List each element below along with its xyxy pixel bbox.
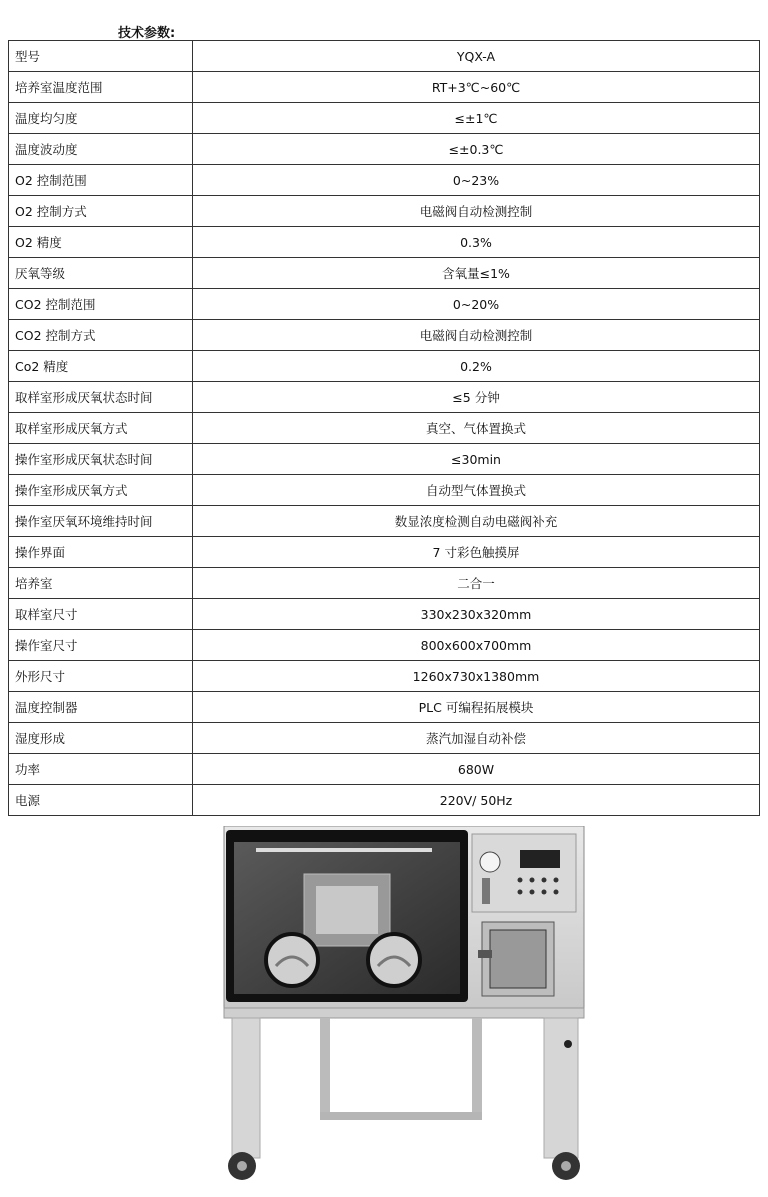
spec-label: 取样室形成厌氧方式: [9, 413, 193, 444]
spec-label: CO2 控制方式: [9, 320, 193, 351]
spec-row: [9, 599, 760, 630]
spec-value: ≤±1℃: [193, 103, 760, 134]
spec-value: 蒸汽加湿自动补偿: [193, 723, 760, 754]
spec-label: 温度波动度: [9, 134, 193, 165]
spec-row: [9, 537, 760, 568]
spec-value: 0~20%: [193, 289, 760, 320]
spec-row: [9, 568, 760, 599]
spec-row: [9, 258, 760, 289]
spec-row: [9, 351, 760, 382]
spec-row: [9, 382, 760, 413]
spec-label: O2 控制方式: [9, 196, 193, 227]
spec-row: [9, 289, 760, 320]
spec-label: 电源: [9, 785, 193, 816]
spec-row: [9, 692, 760, 723]
spec-row: [9, 785, 760, 816]
spec-row: [9, 661, 760, 692]
spec-label: O2 精度: [9, 227, 193, 258]
spec-label: O2 控制范围: [9, 165, 193, 196]
spec-row: [9, 475, 760, 506]
spec-value: 真空、气体置换式: [193, 413, 760, 444]
spec-label: 操作室尺寸: [9, 630, 193, 661]
spec-label: 培养室: [9, 568, 193, 599]
spec-label: 外形尺寸: [9, 661, 193, 692]
spec-row: [9, 196, 760, 227]
spec-value: PLC 可编程拓展模块: [193, 692, 760, 723]
spec-row: [9, 41, 760, 72]
spec-label: 厌氧等级: [9, 258, 193, 289]
spec-label: 操作界面: [9, 537, 193, 568]
spec-label: 操作室厌氧环境维持时间: [9, 506, 193, 537]
spec-label: 型号: [9, 41, 193, 72]
spec-value: 800x600x700mm: [193, 630, 760, 661]
spec-label: Co2 精度: [9, 351, 193, 382]
spec-row: [9, 506, 760, 537]
spec-value: 0~23%: [193, 165, 760, 196]
spec-value: 二合一: [193, 568, 760, 599]
spec-row: [9, 723, 760, 754]
spec-table: [8, 40, 760, 816]
spec-value: 220V/ 50Hz: [193, 785, 760, 816]
spec-value: 0.2%: [193, 351, 760, 382]
spec-value: 电磁阀自动检测控制: [193, 320, 760, 351]
spec-label: 取样室形成厌氧状态时间: [9, 382, 193, 413]
spec-value: 330x230x320mm: [193, 599, 760, 630]
spec-value: 含氧量≤1%: [193, 258, 760, 289]
spec-title: 技术参数:: [118, 26, 176, 41]
spec-row: [9, 754, 760, 785]
spec-label: 培养室温度范围: [9, 72, 193, 103]
spec-value: 自动型气体置换式: [193, 475, 760, 506]
spec-value: ≤±0.3℃: [193, 134, 760, 165]
spec-row: [9, 413, 760, 444]
spec-label: 取样室尺寸: [9, 599, 193, 630]
spec-row: [9, 134, 760, 165]
spec-value: ≤5 分钟: [193, 382, 760, 413]
spec-value: 电磁阀自动检测控制: [193, 196, 760, 227]
spec-value: 1260x730x1380mm: [193, 661, 760, 692]
spec-row: [9, 444, 760, 475]
spec-label: 操作室形成厌氧方式: [9, 475, 193, 506]
spec-value: 0.3%: [193, 227, 760, 258]
spec-row: [9, 103, 760, 134]
spec-value: 7 寸彩色触摸屏: [193, 537, 760, 568]
anaerobic-incubator-image: [220, 826, 588, 1188]
spec-label: 操作室形成厌氧状态时间: [9, 444, 193, 475]
spec-row: [9, 165, 760, 196]
spec-value: RT+3℃~60℃: [193, 72, 760, 103]
spec-value: 680W: [193, 754, 760, 785]
spec-label: 湿度形成: [9, 723, 193, 754]
spec-value: ≤30min: [193, 444, 760, 475]
spec-row: [9, 630, 760, 661]
spec-label: 功率: [9, 754, 193, 785]
spec-row: [9, 227, 760, 258]
spec-label: 温度均匀度: [9, 103, 193, 134]
spec-value: YQX-A: [193, 41, 760, 72]
spec-label: 温度控制器: [9, 692, 193, 723]
spec-row: [9, 320, 760, 351]
spec-label: CO2 控制范围: [9, 289, 193, 320]
spec-row: [9, 72, 760, 103]
spec-value: 数显浓度检测自动电磁阀补充: [193, 506, 760, 537]
